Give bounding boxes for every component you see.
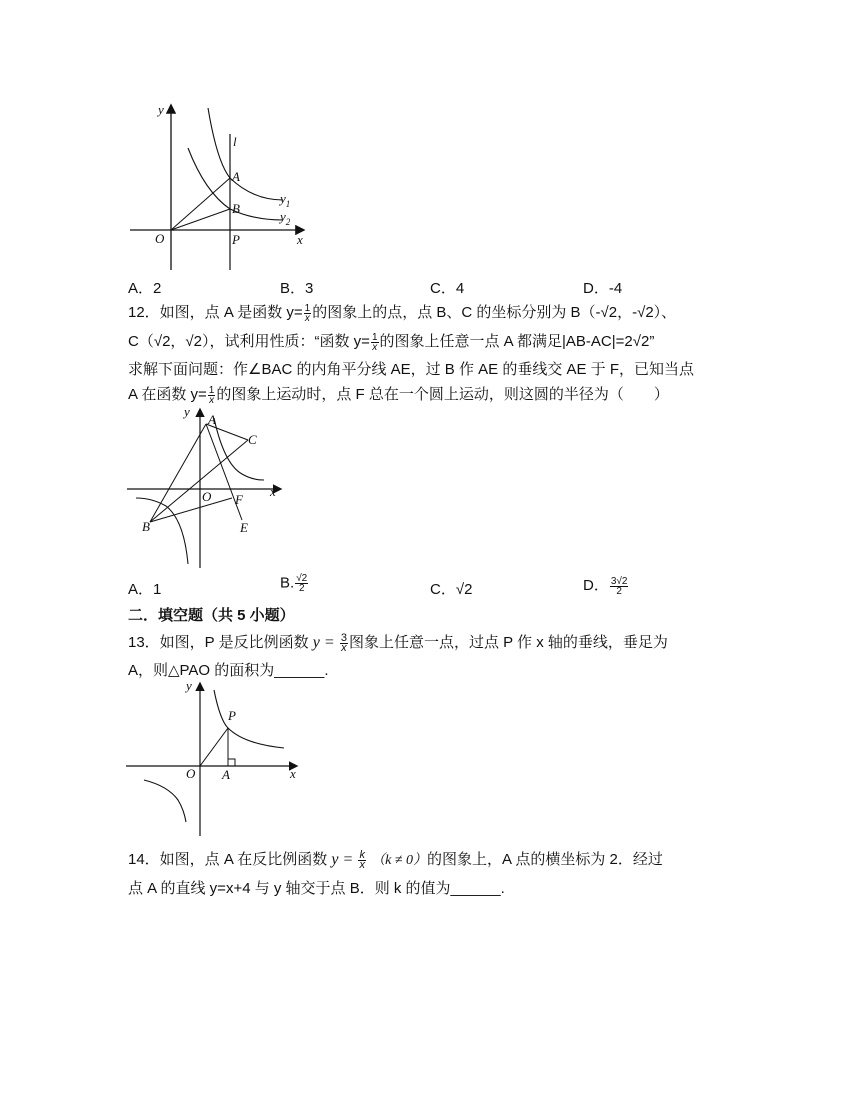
q11-options	[128, 277, 748, 299]
segment-op	[200, 728, 228, 766]
label-x: x	[297, 232, 303, 247]
q11-option-d[interactable]: D．-4	[583, 280, 623, 297]
label-y: y	[184, 404, 190, 419]
hyperbola-branch-2	[144, 780, 186, 822]
q12-line-4: A 在函数 y= $\frac{1}{x}$ 的图象上运动时，点 F 总在一个圆上运动，则这圆的半径为（ ）	[128, 384, 669, 406]
q12-figure	[124, 404, 292, 572]
label-a: A	[222, 767, 230, 782]
q14-line-2: 点 A 的直线 y=x+4 与 y 轴交于点 B．则 k 的值为______.	[128, 880, 505, 897]
segment-ab	[150, 424, 206, 522]
label-b: B	[232, 201, 240, 216]
segment-bc	[150, 440, 248, 522]
q13-figure	[124, 678, 304, 840]
frac-1-over-x: $\frac{1}{x}$	[208, 384, 215, 406]
label-x: x	[290, 766, 296, 781]
q12-line-3: 求解下面问题：作∠BAC 的内角平分线 AE，过 B 作 AE 的垂线交 AE 于 F，已知当点	[128, 361, 694, 378]
label-a: A	[232, 169, 240, 184]
q12-line-2: C（√2，√2），试利用性质：“函数 y= $\frac{1}{x}$ 的图象上任意一点 A 都满足|AB-AC|=2√2”	[128, 331, 655, 353]
label-o: O	[155, 231, 165, 246]
label-o: O	[202, 489, 212, 504]
label-f: F	[235, 492, 243, 507]
label-o: O	[186, 766, 196, 781]
curve-y1	[208, 108, 283, 200]
segment-bf	[150, 498, 232, 522]
q11-figure	[125, 98, 315, 274]
label-a: A	[208, 412, 216, 427]
q12-option-b[interactable]: B. $\frac{√2}{2}$	[280, 573, 308, 594]
label-e: E	[240, 520, 248, 535]
right-angle-mark	[228, 759, 235, 766]
label-y2: $y_2$	[280, 209, 291, 227]
q13-line-1: 13．如图，P 是反比例函数 y = $\frac{3}{x}$ 图象上任意一点，过点 P 作 x 轴的垂线，垂足为	[128, 631, 668, 654]
label-y: y	[158, 102, 164, 117]
label-c: C	[248, 432, 257, 447]
label-y1: $y_1$	[280, 191, 291, 209]
label-x: x	[270, 484, 276, 499]
q13-line-2: A，则△PAO 的面积为______.	[128, 662, 329, 679]
q11-option-a[interactable]: A．2	[128, 280, 162, 297]
frac-1-over-x: $\frac{1}{x}$	[371, 331, 378, 353]
label-p: P	[228, 708, 236, 723]
label-y: y	[186, 678, 192, 693]
q14-line-1: 14．如图，点 A 在反比例函数 y = $\frac{k}{x}$ （k ≠ 0）的图象上，A 点的横坐标为 2．经过	[128, 848, 663, 871]
label-p: P	[232, 232, 240, 247]
q12-option-a[interactable]: A．1	[128, 581, 162, 598]
label-b: B	[142, 519, 150, 534]
q11-option-c[interactable]: C．4	[430, 280, 465, 297]
hyperbola-branch-1	[214, 690, 284, 748]
q12-option-c[interactable]: C．√2	[430, 581, 473, 598]
q12-option-d[interactable]: D． $\frac{3√2}{2}$	[583, 575, 628, 597]
q11-option-b[interactable]: B．3	[280, 280, 314, 297]
frac-1-over-x: $\frac{1}{x}$	[304, 302, 311, 324]
label-l: l	[233, 134, 237, 149]
segment-oa	[171, 178, 230, 230]
segment-ob	[171, 209, 230, 230]
hyperbola-branch-1	[214, 418, 264, 480]
q12-options	[128, 573, 748, 600]
q12-line-1: 12．如图，点 A 是函数 y= $\frac{1}{x}$ 的图象上的点，点 B、C 的坐标分别为 B（-√2，-√2）、	[128, 302, 677, 324]
section-heading: 二．填空题（共 5 小题）	[128, 607, 295, 624]
